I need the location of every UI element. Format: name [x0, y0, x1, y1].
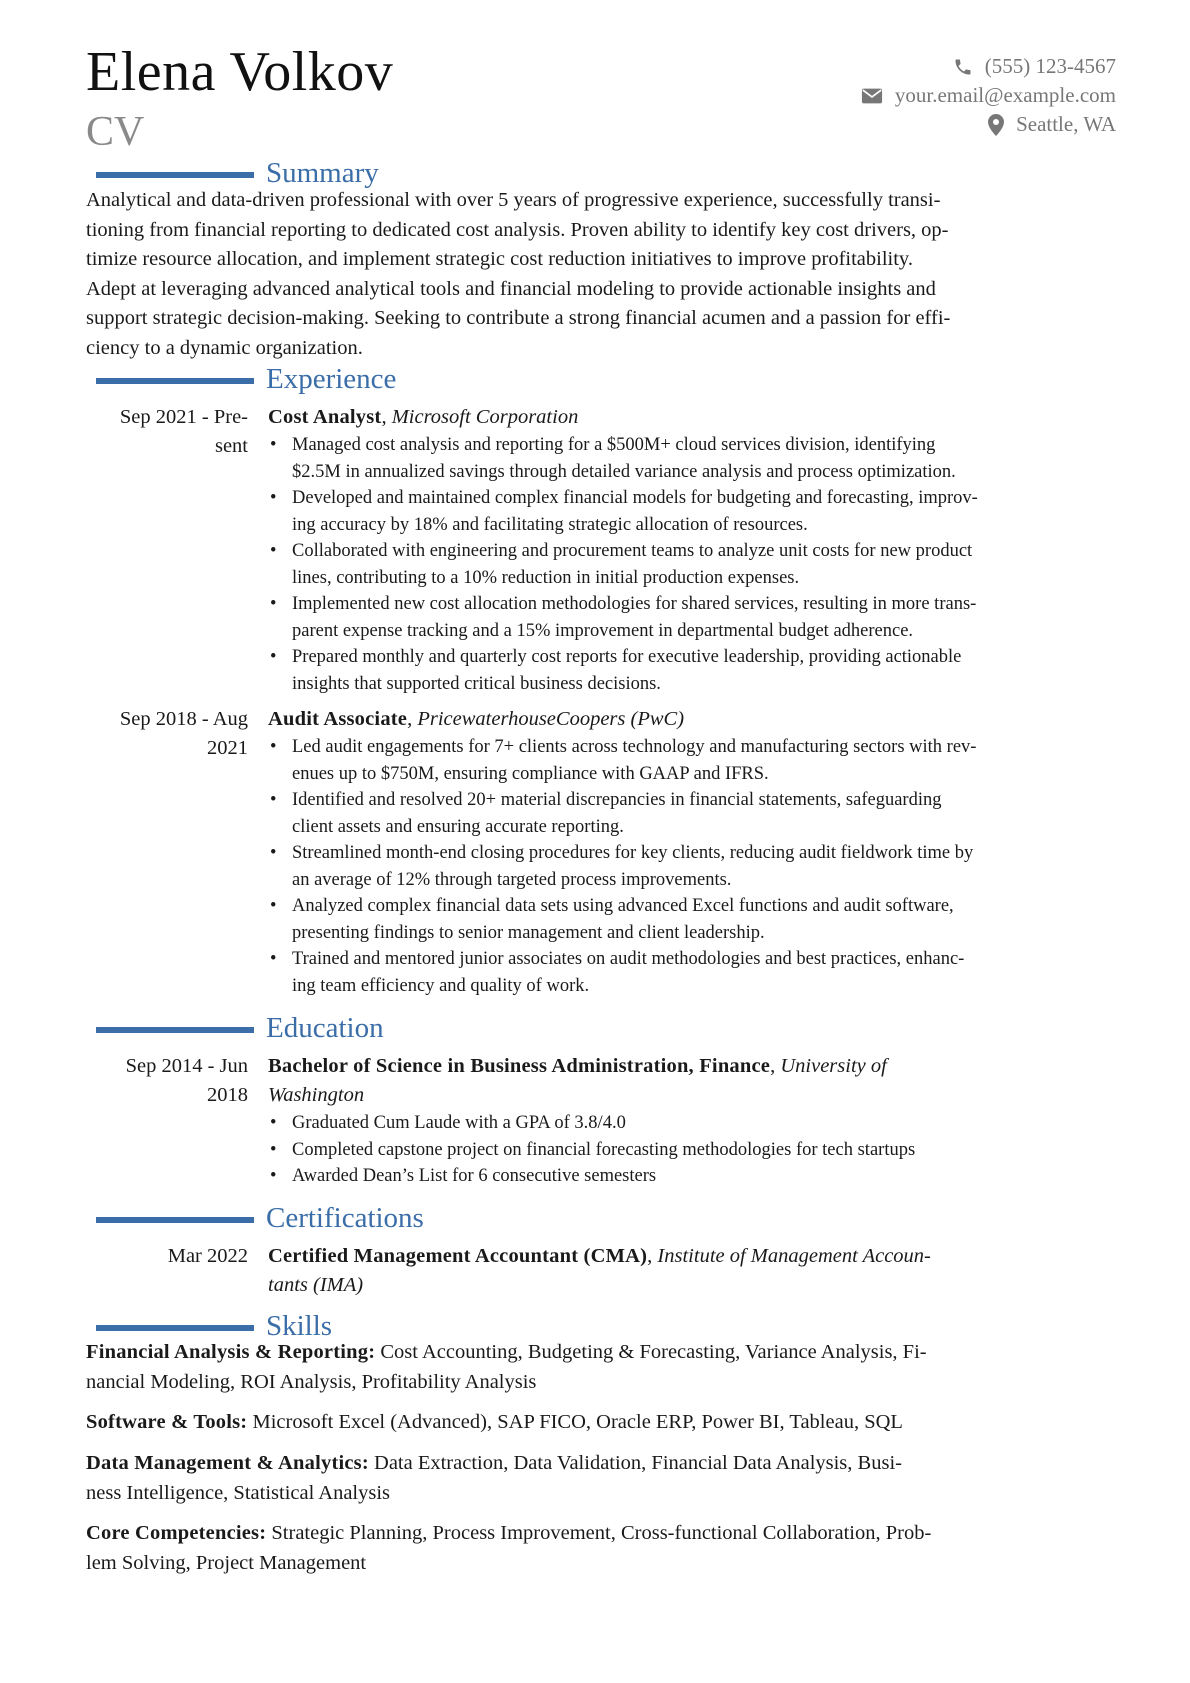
contact-info	[861, 52, 1116, 139]
institution: University of	[780, 1055, 887, 1077]
bullet-item: • Managed cost analysis and reporting for a $500M+ cloud services division, identifying $2.5M in annualized savings through detailed variance analysis and process optimization.	[292, 432, 1110, 485]
skill-label: Core Competencies:	[86, 1522, 267, 1544]
date-line: sent	[214, 435, 248, 457]
bullet-item: • Trained and mentored junior associates on audit methodologies and best practices, enhanc- ing team efficiency and quality of work.	[292, 946, 1110, 999]
skill-values: Cost Accounting, Budgeting & Forecasting, Variance Analysis, Fi-	[375, 1341, 927, 1363]
skill-group	[86, 1449, 1110, 1508]
skill-label: Financial Analysis & Reporting:	[86, 1341, 376, 1363]
skill-values-cont: lem Solving, Project Management	[86, 1551, 367, 1574]
entry-date	[86, 403, 248, 461]
person-name: Elena Volkov	[86, 41, 394, 103]
entry-heading: Bachelor of Science in Business Administration, Finance, University of	[268, 1055, 887, 1077]
bullet-item: • Led audit engagements for 7+ clients across technology and manufacturing sectors with rev- enues up to $750M, ensuring compliance with GAAP and IFRS.	[292, 734, 1110, 787]
map-pin-icon	[988, 114, 1004, 136]
summary-text	[86, 186, 1110, 363]
contact-location-row	[861, 110, 1116, 139]
date-line: Sep 2018 - Aug	[119, 708, 248, 730]
issuer-cont: tants (IMA)	[268, 1274, 364, 1296]
section-summary-heading	[96, 156, 379, 190]
bullet-item: • Identified and resolved 20+ material discrepancies in financial statements, safeguarding client assets and ensuring accurate reporting.	[292, 787, 1110, 840]
issuer: Institute of Management Accoun-	[657, 1245, 931, 1267]
location: Seattle, WA	[1016, 112, 1116, 136]
certification-name: Certified Management Accountant (CMA)	[268, 1245, 648, 1267]
envelope-icon	[861, 87, 883, 105]
skill-values: Strategic Planning, Process Improvement, Cross-functional Collaboration, Prob-	[266, 1522, 932, 1544]
summary-line: Analytical and data-driven professional with over 5 years of progressive experience, successfully transi-	[86, 189, 941, 211]
skill-values: Data Extraction, Data Validation, Financial Data Analysis, Busi-	[368, 1452, 902, 1474]
bullet-list	[268, 734, 1110, 999]
institution-cont: Washington	[268, 1084, 365, 1106]
entry-heading-cont	[268, 1271, 1110, 1300]
entry-main	[268, 1052, 1110, 1190]
section-education-heading	[96, 1011, 384, 1045]
job-title: Audit Associate	[268, 708, 408, 730]
date-line: 2018	[207, 1084, 248, 1106]
bullet-item: • Streamlined month-end closing procedures for key clients, reducing audit fieldwork time by an average of 12% through targeted process improvements.	[292, 840, 1110, 893]
job-title: Cost Analyst	[268, 406, 382, 428]
section-rule	[96, 378, 254, 384]
email-address[interactable]: your.email@example.com	[894, 83, 1116, 107]
bullet-item: • Completed capstone project on financial forecasting methodologies for tech startups	[292, 1137, 1110, 1164]
section-title: Education	[266, 1012, 384, 1044]
entry-heading: Certified Management Accountant (CMA), Institute of Management Accoun-	[268, 1245, 931, 1267]
document-type: CV	[86, 109, 145, 155]
skill-label: Data Management & Analytics:	[86, 1452, 369, 1474]
section-rule	[96, 172, 254, 178]
bullet-item: • Analyzed complex financial data sets using advanced Excel functions and audit software, presenting findings to senior management and client leadership.	[292, 893, 1110, 946]
summary-line: Adept at leveraging advanced analytical tools and financial modeling to provide actionable insights and	[86, 277, 936, 300]
summary-line: support strategic decision-making. Seeking to contribute a strong financial acumen and a passion for effi-	[86, 307, 951, 329]
skill-values-cont: nancial Modeling, ROI Analysis, Profitability Analysis	[86, 1370, 537, 1393]
contact-phone-row	[861, 52, 1116, 81]
date-line: Sep 2014 - Jun	[125, 1055, 248, 1077]
entry-main	[268, 403, 1110, 697]
date-line: 2021	[207, 737, 248, 759]
section-experience-heading	[96, 362, 396, 396]
skill-values: Microsoft Excel (Advanced), SAP FICO, Oracle ERP, Power BI, Tableau, SQL	[247, 1411, 903, 1433]
section-rule	[96, 1325, 254, 1331]
phone-icon	[953, 57, 973, 77]
bullet-item: • Developed and maintained complex financial models for budgeting and forecasting, improv- ing accuracy by 18% and facilitating strategic allocation of resources.	[292, 485, 1110, 538]
skill-group	[86, 1519, 1110, 1578]
entry-main	[268, 705, 1110, 999]
skill-label: Software & Tools:	[86, 1411, 248, 1433]
section-certifications-heading	[96, 1201, 424, 1235]
entry-heading: Audit Associate, PricewaterhouseCoopers (PwC)	[268, 708, 685, 730]
phone-number[interactable]: (555) 123-4567	[984, 54, 1116, 78]
bullet-item: • Graduated Cum Laude with a GPA of 3.8/4.0	[292, 1110, 1110, 1137]
bullet-item: • Collaborated with engineering and procurement teams to analyze unit costs for new product lines, contributing to a 10% reduction in initial production expenses.	[292, 538, 1110, 591]
bullet-list	[268, 432, 1110, 697]
summary-line: timize resource allocation, and implement strategic cost reduction initiatives to improve profitability.	[86, 248, 913, 270]
section-rule	[96, 1217, 254, 1223]
summary-line: tioning from financial reporting to dedicated cost analysis. Proven ability to identify key cost drivers, op-	[86, 218, 949, 241]
degree: Bachelor of Science in Business Administration, Finance	[268, 1055, 771, 1077]
bullet-list	[268, 1110, 1110, 1190]
employer: PricewaterhouseCoopers (PwC)	[417, 708, 685, 730]
skill-group	[86, 1338, 1110, 1397]
bullet-item: • Implemented new cost allocation methodologies for shared services, resulting in more trans- parent expense tracking and a 15% improvement in departmental budget adherence.	[292, 591, 1110, 644]
skill-group	[86, 1408, 1110, 1438]
summary-line: ciency to a dynamic organization.	[86, 336, 363, 359]
section-title: Experience	[266, 363, 397, 395]
bullet-item: • Awarded Dean’s List for 6 consecutive semesters	[292, 1163, 1110, 1190]
employer: Microsoft Corporation	[391, 406, 579, 428]
section-rule	[96, 1027, 254, 1033]
entry-date	[86, 1052, 248, 1110]
section-title: Certifications	[266, 1202, 424, 1234]
entry-heading-cont	[268, 1081, 1110, 1110]
section-title: Summary	[266, 157, 379, 189]
skill-values-cont: ness Intelligence, Statistical Analysis	[86, 1481, 391, 1504]
entry-main	[268, 1242, 1110, 1300]
date-line: Sep 2021 - Pre-	[119, 406, 248, 428]
entry-heading: Cost Analyst, Microsoft Corporation	[268, 406, 579, 428]
contact-email-row	[861, 81, 1116, 110]
entry-date	[86, 705, 248, 763]
entry-date: Mar 2022	[167, 1245, 248, 1267]
section-title: Skills	[266, 1310, 333, 1342]
bullet-item: • Prepared monthly and quarterly cost reports for executive leadership, providing actionable insights that supported critical business decisions.	[292, 644, 1110, 697]
